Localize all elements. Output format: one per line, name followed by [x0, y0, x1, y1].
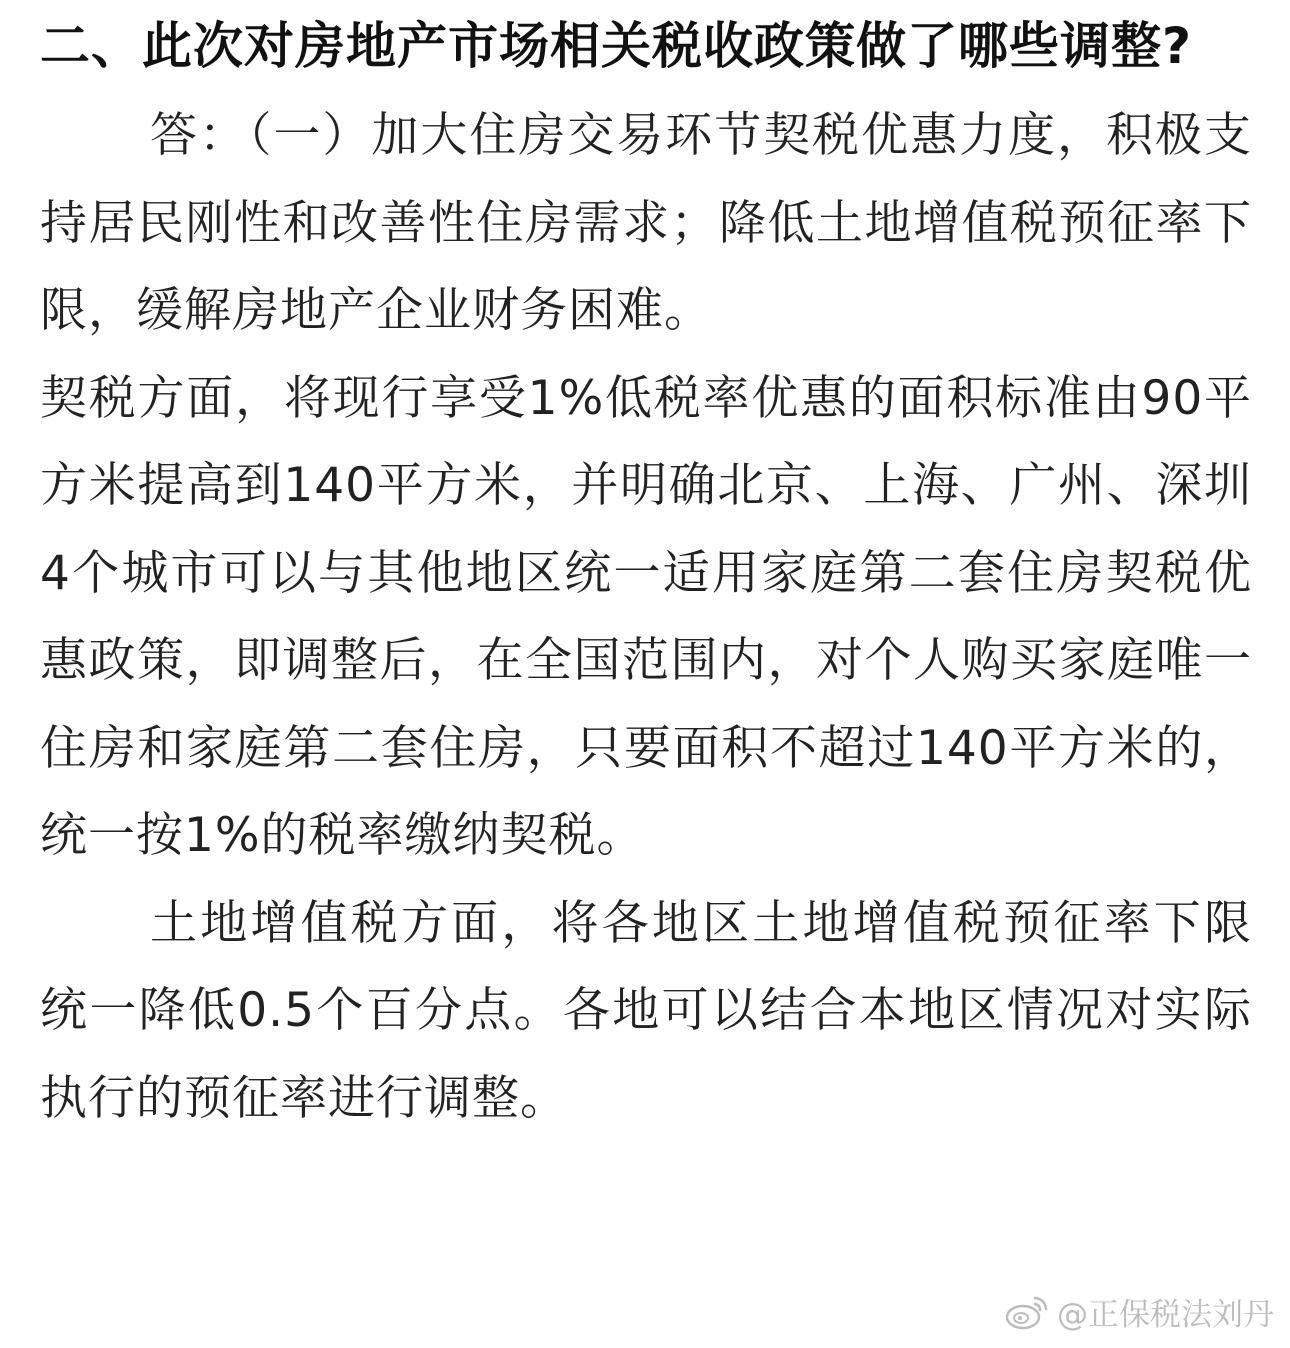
section-heading: 二、此次对房地产市场相关税收政策做了哪些调整? [40, 17, 1193, 75]
weibo-logo-icon [1005, 1294, 1049, 1330]
watermark [1005, 1289, 1274, 1334]
document-body [40, 0, 1252, 1142]
answer-paragraph: 答：（一）加大住房交易环节契税优惠力度，积极支持居民刚性和改善性住房需求；降低土地增值税预征率下限，缓解房地产企业财务困难。 [40, 108, 1252, 338]
deed-tax-paragraph: 契税方面，将现行享受1%低税率优惠的面积标准由90平方米提高到140平方米，并明确北京、上海、广州、深圳4个城市可以与其他地区统一适用家庭第二套住房契税优惠政策，即调整后，在全国范围内，对个人购买家庭唯一住房和家庭第二套住房，只要面积不超过140平方米的，统一按1%的税率缴纳契税。 [40, 370, 1252, 863]
watermark-text: @正保税法刘丹 [1057, 1297, 1274, 1333]
land-vat-paragraph: 土地增值税方面，将各地区土地增值税预征率下限统一降低0.5个百分点。各地可以结合本地区情况对实际执行的预征率进行调整。 [40, 895, 1252, 1126]
